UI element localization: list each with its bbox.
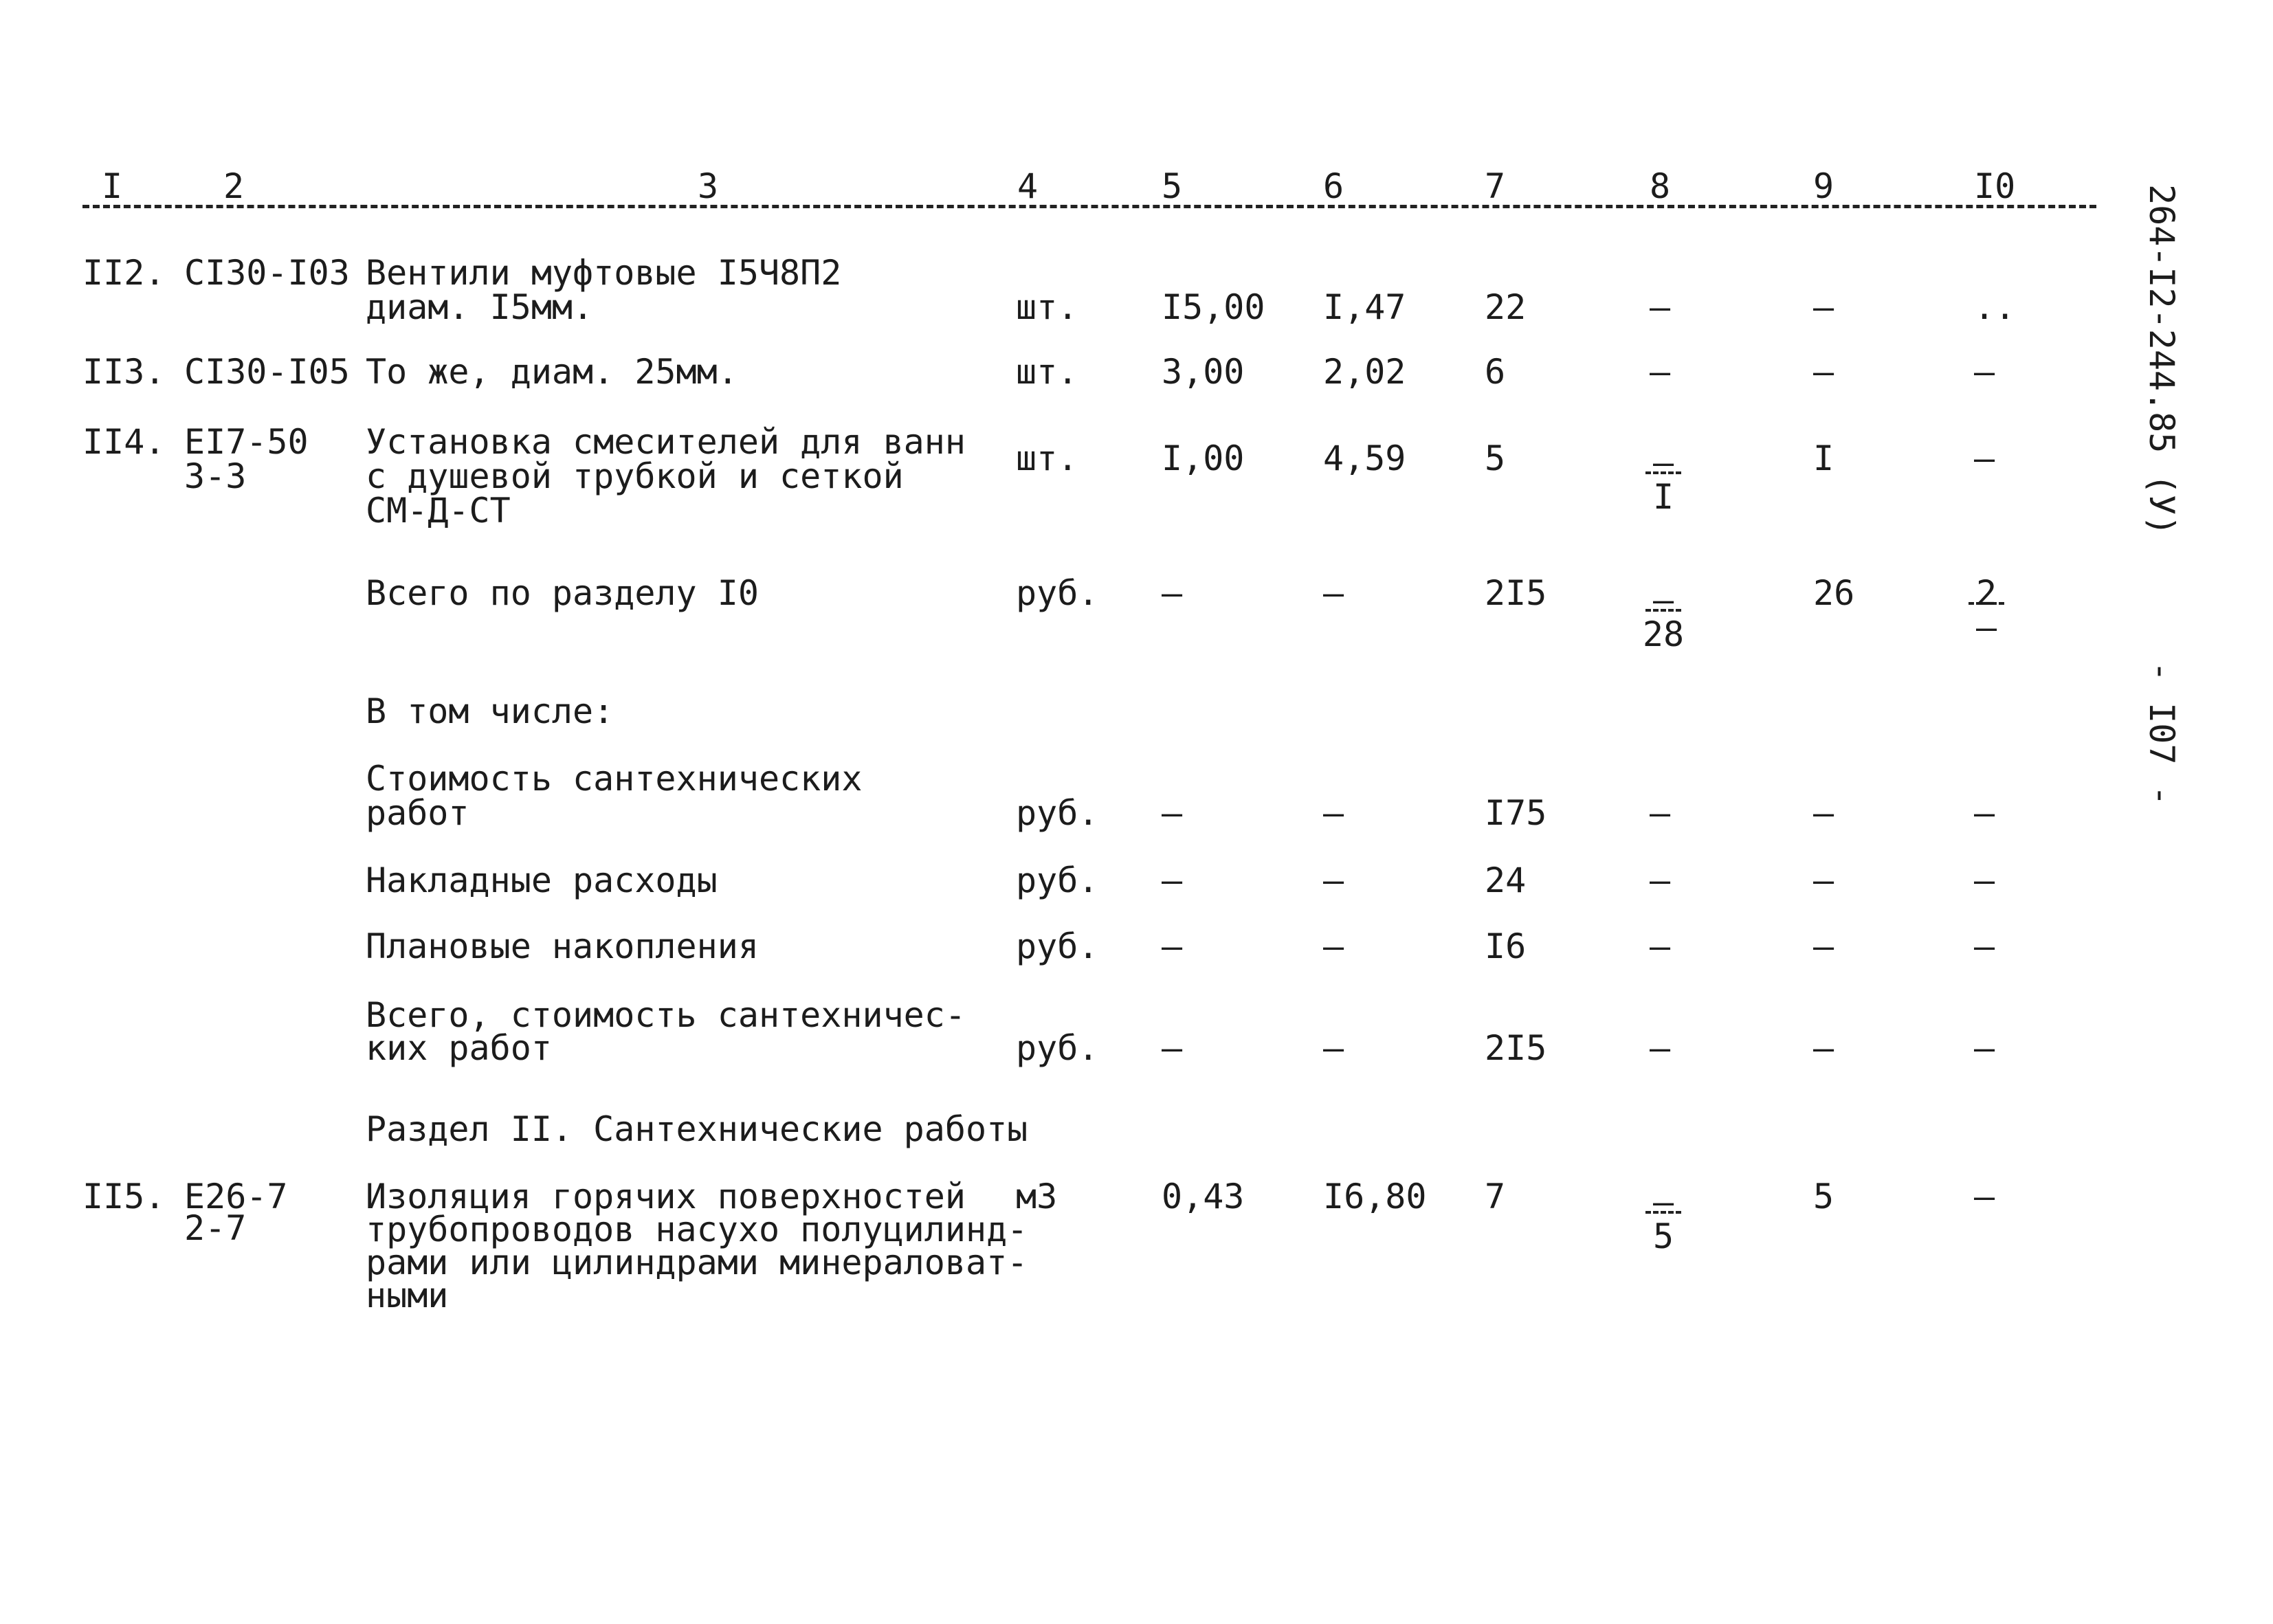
row-number: II3. <box>82 352 166 392</box>
row-description: с душевой трубкой и сеткой <box>366 456 904 496</box>
row-quantity: I5,00 <box>1162 287 1265 327</box>
summary-label: Стоимость сантехнических <box>366 759 863 799</box>
row-number: II4. <box>82 422 166 462</box>
row-unit-price: – <box>1323 1028 1344 1068</box>
row-description: То же, диам. 25мм. <box>366 352 738 392</box>
fraction-denominator: – <box>1975 608 1997 647</box>
row-total: 5 <box>1485 438 1506 478</box>
row-col9: – <box>1813 352 1834 392</box>
row-code: EI7-50 <box>184 422 309 462</box>
summary-label: Всего, стоимость сантехничес- <box>366 995 966 1035</box>
row-col9: – <box>1813 926 1834 966</box>
row-quantity: – <box>1162 926 1183 966</box>
row-col9: 26 <box>1813 573 1855 613</box>
row-col8-fraction <box>1639 1182 1687 1256</box>
document-code: 264-I2-244.85 (У) <box>2142 184 2182 536</box>
row-code: E26-7 <box>184 1177 288 1216</box>
row-unit-price: – <box>1323 926 1344 966</box>
col-header-9: 9 <box>1813 166 1834 206</box>
fraction-numerator: 2 <box>1975 573 1997 613</box>
row-quantity: – <box>1162 1028 1183 1068</box>
col-header-2: 2 <box>223 166 245 206</box>
row-unit-price: I6,80 <box>1323 1177 1427 1216</box>
row-col10-fraction <box>1962 573 2010 647</box>
row-unit: шт. <box>1016 438 1078 478</box>
row-total: I75 <box>1485 793 1547 833</box>
row-number: II5. <box>82 1177 166 1216</box>
row-col10: – <box>1974 926 1995 966</box>
row-col8: – <box>1650 860 1671 900</box>
row-col9: I <box>1813 438 1834 478</box>
row-col8: – <box>1650 926 1671 966</box>
row-col10: – <box>1974 793 1995 833</box>
page-number: - I07 - <box>2142 661 2182 806</box>
row-code: 3-3 <box>184 456 247 496</box>
col-header-3: 3 <box>698 166 719 206</box>
row-code: CI30-I05 <box>184 352 350 392</box>
row-total: 24 <box>1485 860 1527 900</box>
row-total: I6 <box>1485 926 1527 966</box>
row-col8-fraction <box>1639 580 1687 654</box>
including-label: В том числе: <box>366 691 614 731</box>
col-header-6: 6 <box>1323 166 1344 206</box>
row-quantity: – <box>1162 573 1183 613</box>
row-col9: – <box>1813 793 1834 833</box>
row-quantity: – <box>1162 860 1183 900</box>
summary-label: работ <box>366 793 469 833</box>
row-total: 2I5 <box>1485 1028 1547 1068</box>
row-unit: м3 <box>1016 1177 1058 1216</box>
row-total: 22 <box>1485 287 1527 327</box>
row-unit: шт. <box>1016 352 1078 392</box>
row-unit: шт. <box>1016 287 1078 327</box>
row-unit: руб. <box>1016 926 1099 966</box>
row-unit-price: – <box>1323 860 1344 900</box>
col-header-5: 5 <box>1162 166 1183 206</box>
row-col8: – <box>1650 1028 1671 1068</box>
summary-label: Накладные расходы <box>366 860 718 900</box>
fraction-numerator: – <box>1652 443 1674 482</box>
row-col9: – <box>1813 1028 1834 1068</box>
row-col9: – <box>1813 860 1834 900</box>
row-col8-fraction <box>1639 443 1687 517</box>
fraction-numerator: – <box>1652 1182 1674 1222</box>
summary-label: Плановые накопления <box>366 926 759 966</box>
section-heading: Раздел II. Сантехнические работы <box>366 1109 1028 1149</box>
row-quantity: 3,00 <box>1162 352 1245 392</box>
row-col8: – <box>1650 352 1671 392</box>
row-col8: – <box>1650 793 1671 833</box>
row-col10: – <box>1974 860 1995 900</box>
row-total: 2I5 <box>1485 573 1547 613</box>
row-description: диам. I5мм. <box>366 287 594 327</box>
row-description: трубопроводов насухо полуцилинд- <box>366 1210 1028 1249</box>
col-header-4: 4 <box>1017 166 1039 206</box>
row-unit: руб. <box>1016 793 1099 833</box>
row-description: Изоляция горячих поверхностей <box>366 1177 966 1216</box>
row-description: Вентили муфтовые I5Ч8П2 <box>366 253 842 293</box>
row-col10: – <box>1974 438 1995 478</box>
header-divider <box>82 205 2096 208</box>
row-col10: .. <box>1974 287 2016 327</box>
fraction-denominator: I <box>1652 477 1674 517</box>
row-unit-price: 2,02 <box>1323 352 1406 392</box>
fraction-denominator: 28 <box>1642 614 1685 654</box>
row-col10: – <box>1974 1028 1995 1068</box>
row-unit-price: 4,59 <box>1323 438 1406 478</box>
row-unit-price: I,47 <box>1323 287 1406 327</box>
row-col9: 5 <box>1813 1177 1834 1216</box>
row-unit: руб. <box>1016 1028 1099 1068</box>
row-total: 7 <box>1485 1177 1506 1216</box>
row-description: рами или цилиндрами минераловат- <box>366 1243 1028 1282</box>
row-col10: – <box>1974 352 1995 392</box>
row-col8: – <box>1650 287 1671 327</box>
row-col10: – <box>1974 1177 1995 1216</box>
fraction-denominator: 5 <box>1652 1216 1674 1256</box>
row-col9: – <box>1813 287 1834 327</box>
row-description: Установка смесителей для ванн <box>366 422 966 462</box>
row-number: II2. <box>82 253 166 293</box>
col-header-10: I0 <box>1974 166 2016 206</box>
row-description: СМ-Д-СТ <box>366 491 511 531</box>
row-unit-price: – <box>1323 793 1344 833</box>
summary-label: ких работ <box>366 1028 552 1068</box>
row-description: ными <box>366 1276 449 1315</box>
row-quantity: – <box>1162 793 1183 833</box>
row-code: 2-7 <box>184 1208 247 1248</box>
row-unit: руб. <box>1016 573 1099 613</box>
row-total: 6 <box>1485 352 1506 392</box>
row-unit-price: – <box>1323 573 1344 613</box>
fraction-numerator: – <box>1652 580 1674 620</box>
total-label: Всего по разделу I0 <box>366 573 759 613</box>
col-header-1: I <box>102 166 123 206</box>
row-quantity: 0,43 <box>1162 1177 1245 1216</box>
col-header-7: 7 <box>1485 166 1506 206</box>
row-quantity: I,00 <box>1162 438 1245 478</box>
row-unit: руб. <box>1016 860 1099 900</box>
row-code: CI30-I03 <box>184 253 350 293</box>
col-header-8: 8 <box>1650 166 1671 206</box>
